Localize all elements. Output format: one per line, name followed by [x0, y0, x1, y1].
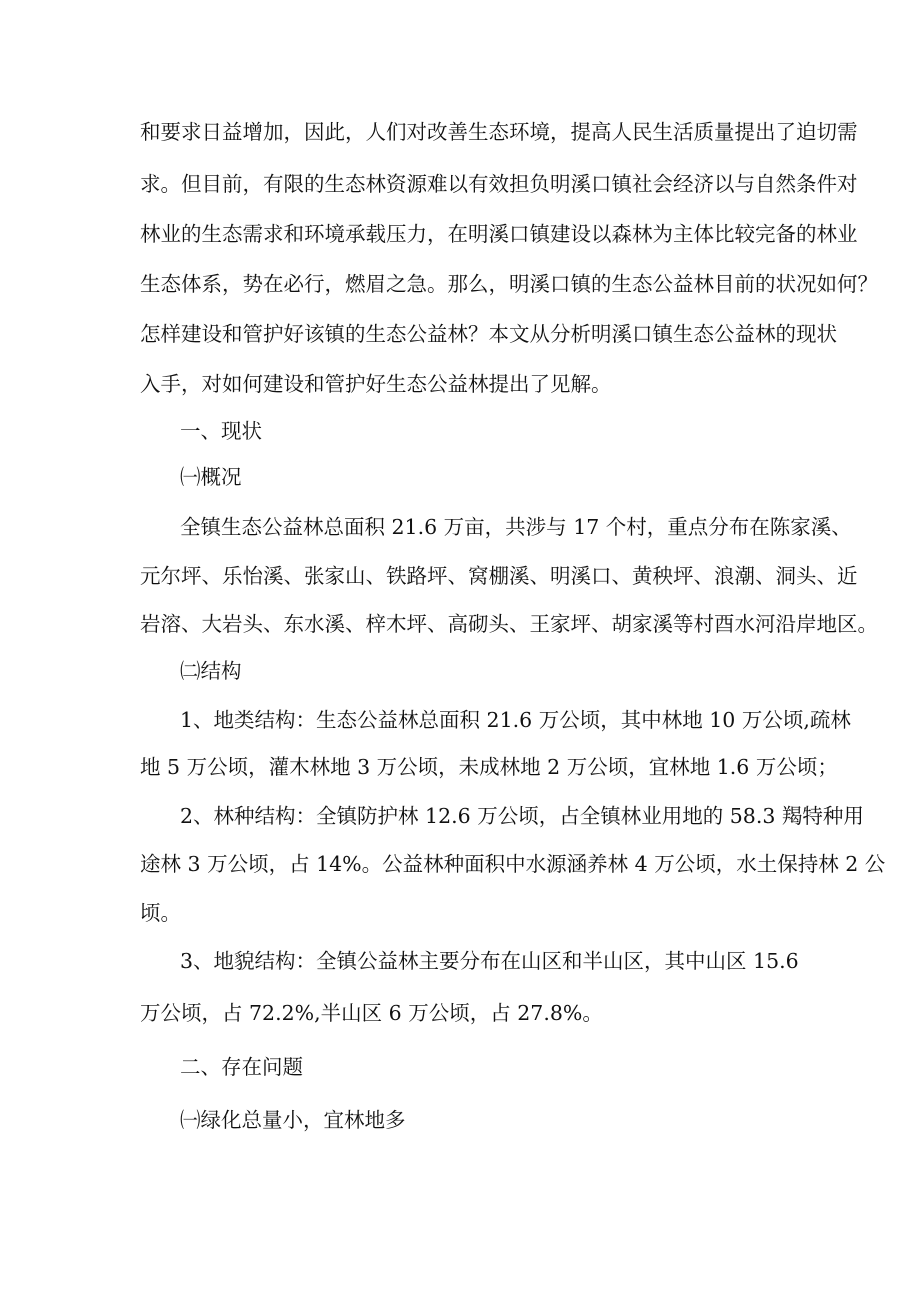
structure-forest-line-1: 2、林种结构：全镇防护林 12.6 万公顷，占全镇林业用地的 58.3 羯特种用 [180, 804, 864, 828]
intro-line-3: 林业的生态需求和环境承载压力，在明溪口镇建设以森林为主体比较完备的林业 [140, 222, 858, 246]
subsection-heading-overview: ㈠概况 [180, 465, 242, 489]
overview-line-1: 全镇生态公益林总面积 21.6 万亩，共涉与 17 个村，重点分布在陈家溪、 [180, 515, 852, 539]
structure-forest-line-2: 途林 3 万公顷，占 14%。公益林种面积中水源涵养林 4 万公顷，水土保持林 2 公 [140, 852, 886, 876]
structure-land-line-1: 1、地类结构：生态公益林总面积 21.6 万公顷，其中林地 10 万公顷,疏林 [180, 708, 851, 732]
intro-line-1: 和要求日益增加，因此，人们对改善生态环境，提高人民生活质量提出了迫切需 [140, 120, 858, 144]
intro-line-5: 怎样建设和管护好该镇的生态公益林？本文从分析明溪口镇生态公益林的现状 [140, 322, 837, 346]
section-heading-status: 一、现状 [180, 419, 262, 443]
structure-terrain-line-2: 万公顷，占 72.2%,半山区 6 万公顷，占 27.8%。 [140, 1001, 603, 1025]
overview-line-3: 岩溶、大岩头、东水溪、梓木坪、高砌头、王家坪、胡家溪等村酉水河沿岸地区。 [140, 612, 878, 636]
structure-terrain-line-1: 3、地貌结构：全镇公益林主要分布在山区和半山区，其中山区 15.6 [180, 949, 799, 973]
intro-line-6: 入手，对如何建设和管护好生态公益林提出了见解。 [140, 372, 612, 396]
structure-forest-line-3: 顷。 [140, 901, 181, 925]
intro-line-4: 生态体系，势在必行，燃眉之急。那么，明溪口镇的生态公益林目前的状况如何？ [140, 272, 878, 296]
intro-line-2: 求。但目前，有限的生态林资源难以有效担负明溪口镇社会经济以与自然条件对 [140, 172, 858, 196]
overview-line-2: 元尔坪、乐怡溪、张家山、铁路坪、窝棚溪、明溪口、黄秧坪、浪潮、洞头、近 [140, 564, 858, 588]
structure-land-line-2: 地 5 万公顷，灌木林地 3 万公顷，未成林地 2 万公顷，宜林地 1.6 万公顷； [140, 755, 838, 779]
section-heading-problems: 二、存在问题 [180, 1055, 303, 1079]
subsection-heading-greening: ㈠绿化总量小，宜林地多 [180, 1108, 406, 1132]
subsection-heading-structure: ㈡结构 [180, 659, 242, 683]
